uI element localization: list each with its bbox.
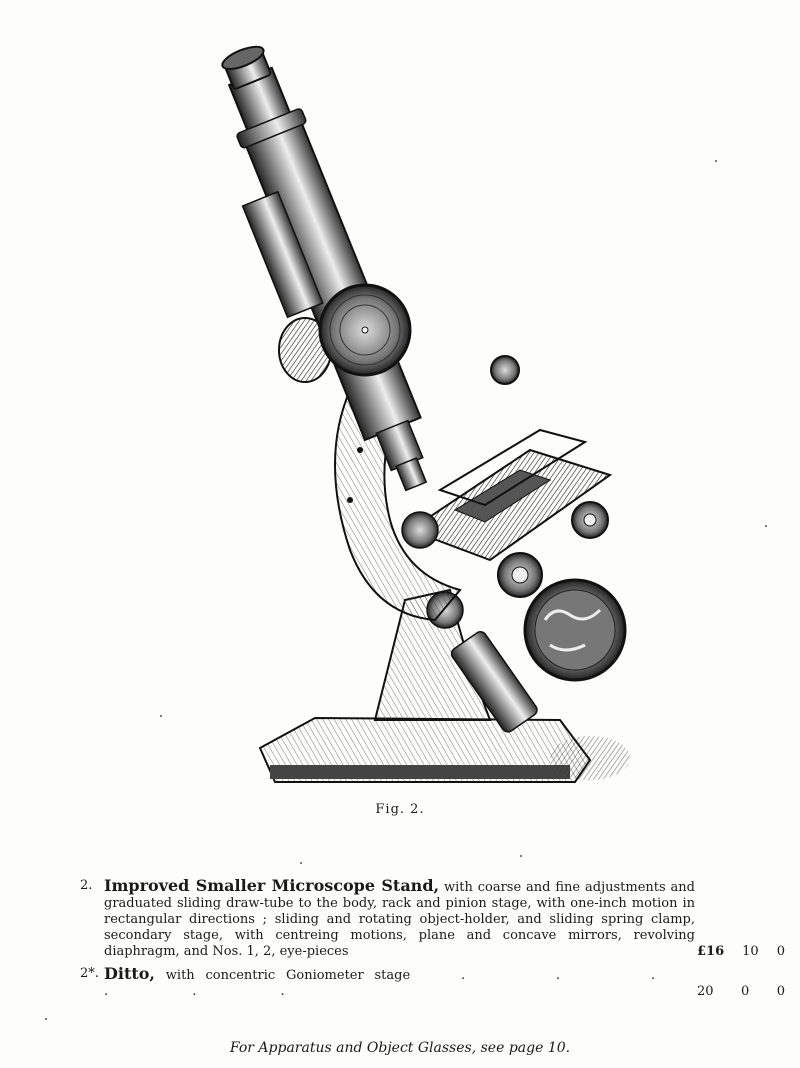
entry-title: Improved Smaller Microscope Stand, <box>104 876 440 895</box>
price-pence: 0 <box>776 984 785 999</box>
print-speck <box>520 855 522 857</box>
entry-number: 2. <box>80 878 93 893</box>
entry-description: with coarse and fine adjustments and graduated sliding draw-tube to the body, rack and pinion stage, with one-inch motion in rectangular directions ; sliding and rotating object-holder, and sliding spring clamp, secondary stage, with centreing motions, plane and concave mirrors, revolving diaphragm, and Nos. 1, 2, eye-pieces <box>104 880 695 959</box>
entry-body <box>104 966 785 1000</box>
price-pounds: £16 <box>697 944 725 959</box>
price-pounds: 20 <box>697 984 714 999</box>
figure-caption: Fig. 2. <box>375 802 425 817</box>
entry-price <box>697 944 785 960</box>
entry-description: with concentric Goniometer stage <box>165 968 411 983</box>
print-speck <box>715 160 717 162</box>
print-speck <box>45 1018 47 1020</box>
entry-number: 2*. <box>80 966 99 981</box>
price-pence: 0 <box>776 944 785 959</box>
catalog-entry <box>80 966 785 1000</box>
print-speck <box>160 715 162 717</box>
print-speck <box>300 862 302 864</box>
entry-body <box>104 878 785 960</box>
entry-title: Ditto, <box>104 964 155 983</box>
microscope-engraving-icon <box>190 30 640 790</box>
price-shillings: 0 <box>740 984 750 999</box>
entry-leader-dots: . . . . . . <box>104 968 695 999</box>
catalog-list <box>80 878 785 1000</box>
catalog-entry <box>80 878 785 960</box>
entry-price <box>697 984 785 1000</box>
price-shillings: 10 <box>742 944 759 959</box>
print-speck <box>765 525 767 527</box>
footer-note: For Apparatus and Object Glasses, see page 10. <box>229 1040 571 1056</box>
